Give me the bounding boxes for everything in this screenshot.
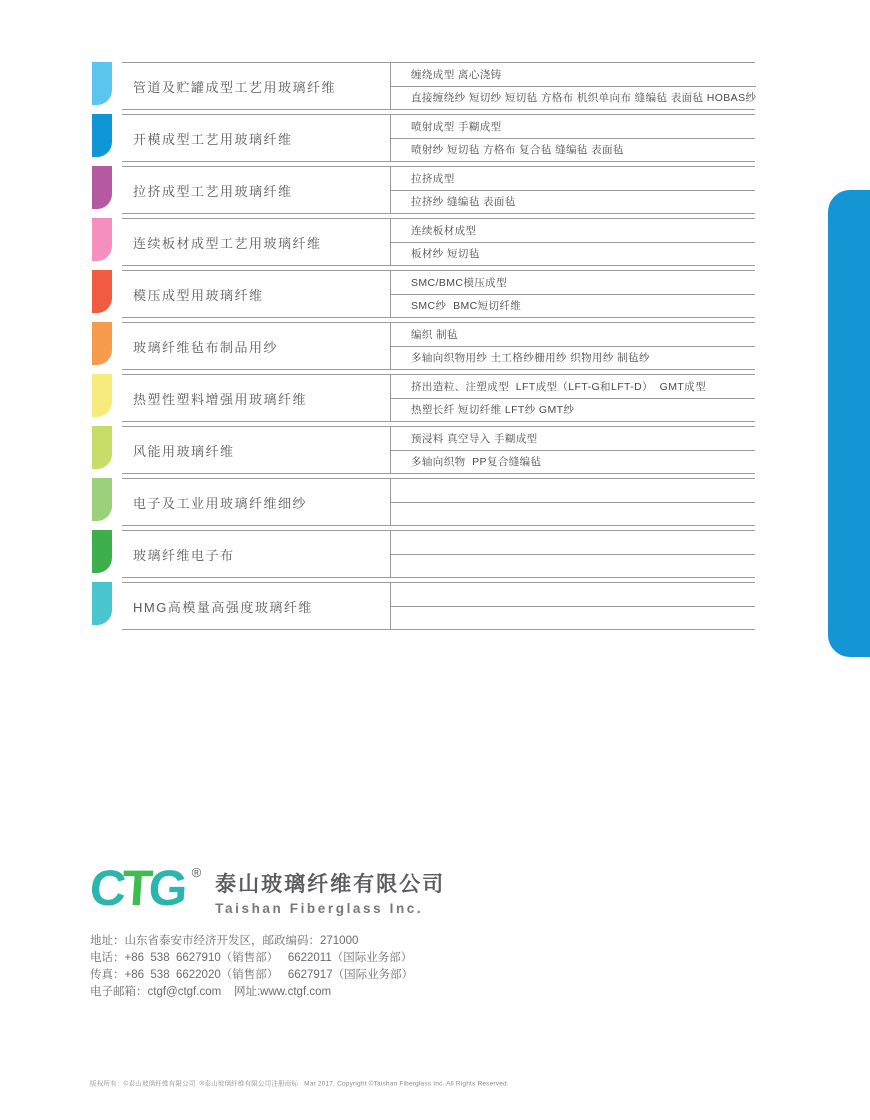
product-list <box>391 607 755 630</box>
process-list: 连续板材成型 <box>391 219 755 243</box>
products-cell <box>390 323 755 369</box>
company-name-english: Taishan Fiberglass Inc. <box>215 901 424 916</box>
category-label: 风能用玻璃纤维 <box>133 443 235 459</box>
table-row <box>92 426 755 474</box>
contact-phone: 电话：+86 538 6627910（销售部） 6622011（国际业务部） <box>90 952 413 964</box>
product-list: 多轴向织物 PP复合缝编毡 <box>411 456 542 469</box>
category-label: 模压成型用玻璃纤维 <box>133 287 264 303</box>
category-label: 玻璃纤维电子布 <box>133 547 235 563</box>
table-row-grid <box>122 478 755 526</box>
logo-letter-c: C <box>88 860 125 916</box>
products-cell <box>390 427 755 473</box>
table-row-grid <box>122 582 755 630</box>
category-color-swatch <box>92 322 112 365</box>
table-row <box>92 62 755 110</box>
table-row-grid <box>122 218 755 266</box>
ctg-logo <box>88 860 186 916</box>
contact-fax: 传真：+86 538 6622020（销售部） 6627917（国际业务部） <box>90 969 414 981</box>
category-color-swatch <box>92 478 112 521</box>
table-row-grid <box>122 426 755 474</box>
products-cell <box>390 167 755 213</box>
process-list <box>391 479 755 503</box>
copyright-line: 版权所有：©泰山玻璃纤维有限公司 ®泰山玻璃纤维有限公司注册商标 Mar 2017, Copyright ©Taishan Fiberglass Inc. All Rights Reserved. <box>90 1080 509 1088</box>
product-list: 板材纱 短切毡 <box>411 248 480 261</box>
category-color-swatch <box>92 582 112 625</box>
category-color-swatch <box>92 530 112 573</box>
product-list: 热塑长纤 短切纤维 LFT纱 GMT纱 <box>411 404 575 417</box>
products-cell <box>390 375 755 421</box>
category-label: 管道及贮罐成型工艺用玻璃纤维 <box>133 79 337 95</box>
product-catalog-table <box>92 62 755 634</box>
table-row <box>92 270 755 318</box>
category-color-swatch <box>92 62 112 105</box>
table-row <box>92 218 755 266</box>
category-color-swatch <box>92 218 112 261</box>
table-row <box>92 530 755 578</box>
process-list: 喷射成型 手糊成型 <box>391 115 755 139</box>
table-row-grid <box>122 530 755 578</box>
process-list <box>391 583 755 607</box>
category-label: 热塑性塑料增强用玻璃纤维 <box>133 391 308 407</box>
category-label: 开模成型工艺用玻璃纤维 <box>133 131 293 147</box>
table-row-grid <box>122 166 755 214</box>
table-row-grid <box>122 62 755 110</box>
process-list: 预浸料 真空导入 手糊成型 <box>391 427 755 451</box>
process-list <box>391 531 755 555</box>
products-cell <box>390 271 755 317</box>
contact-block <box>90 933 413 1001</box>
table-row <box>92 114 755 162</box>
process-list: 缠绕成型 离心浇铸 <box>391 63 756 87</box>
process-list: SMC/BMC模压成型 <box>391 271 755 295</box>
side-tab <box>828 190 870 657</box>
process-list: 编织 制毡 <box>391 323 755 347</box>
process-list: 挤出造粒、注塑成型 LFT成型（LFT-G和LFT-D） GMT成型 <box>391 375 755 399</box>
logo-letter-t: T <box>120 860 151 916</box>
company-names <box>215 866 445 916</box>
category-label: 电子及工业用玻璃纤维细纱 <box>133 495 308 511</box>
products-cell <box>390 63 756 109</box>
table-row-grid <box>122 322 755 370</box>
category-label: 连续板材成型工艺用玻璃纤维 <box>133 235 322 251</box>
table-row <box>92 582 755 630</box>
category-label: 玻璃纤维毡布制品用纱 <box>133 339 279 355</box>
product-list: 多轴向织物用纱 土工格纱栅用纱 织物用纱 制毡纱 <box>411 352 650 365</box>
registered-trademark-icon: ® <box>191 865 202 880</box>
logo-letter-g: G <box>146 860 186 916</box>
product-list: 直接缠绕纱 短切纱 短切毡 方格布 机织单向布 缝编毡 表面毡 HOBAS纱 <box>411 92 757 105</box>
table-row-grid <box>122 270 755 318</box>
category-color-swatch <box>92 374 112 417</box>
product-list: 喷射纱 短切毡 方格布 复合毡 缝编毡 表面毡 <box>411 144 624 157</box>
product-list <box>391 555 755 578</box>
category-color-swatch <box>92 166 112 209</box>
contact-email: 电子邮箱：ctgf@ctgf.com 网址:www.ctgf.com <box>90 986 332 998</box>
product-list: 拉挤纱 缝编毡 表面毡 <box>411 196 516 209</box>
products-cell <box>390 115 755 161</box>
table-row-grid <box>122 114 755 162</box>
products-cell <box>390 531 755 577</box>
table-row-grid <box>122 374 755 422</box>
process-list: 拉挤成型 <box>391 167 755 191</box>
category-color-swatch <box>92 114 112 157</box>
product-list <box>391 503 755 526</box>
category-label: HMG高模量高强度玻璃纤维 <box>133 599 313 615</box>
table-row <box>92 166 755 214</box>
products-cell <box>390 219 755 265</box>
products-cell <box>390 583 755 629</box>
products-cell <box>390 479 755 525</box>
contact-address: 地址：山东省泰安市经济开发区，邮政编码：271000 <box>90 935 359 947</box>
category-color-swatch <box>92 270 112 313</box>
company-name-chinese: 泰山玻璃纤维有限公司 <box>215 873 446 896</box>
category-color-swatch <box>92 426 112 469</box>
product-list: SMC纱 BMC短切纤维 <box>411 300 522 313</box>
company-logo-block <box>88 860 446 916</box>
table-row <box>92 478 755 526</box>
table-row <box>92 322 755 370</box>
table-row <box>92 374 755 422</box>
category-label: 拉挤成型工艺用玻璃纤维 <box>133 183 293 199</box>
